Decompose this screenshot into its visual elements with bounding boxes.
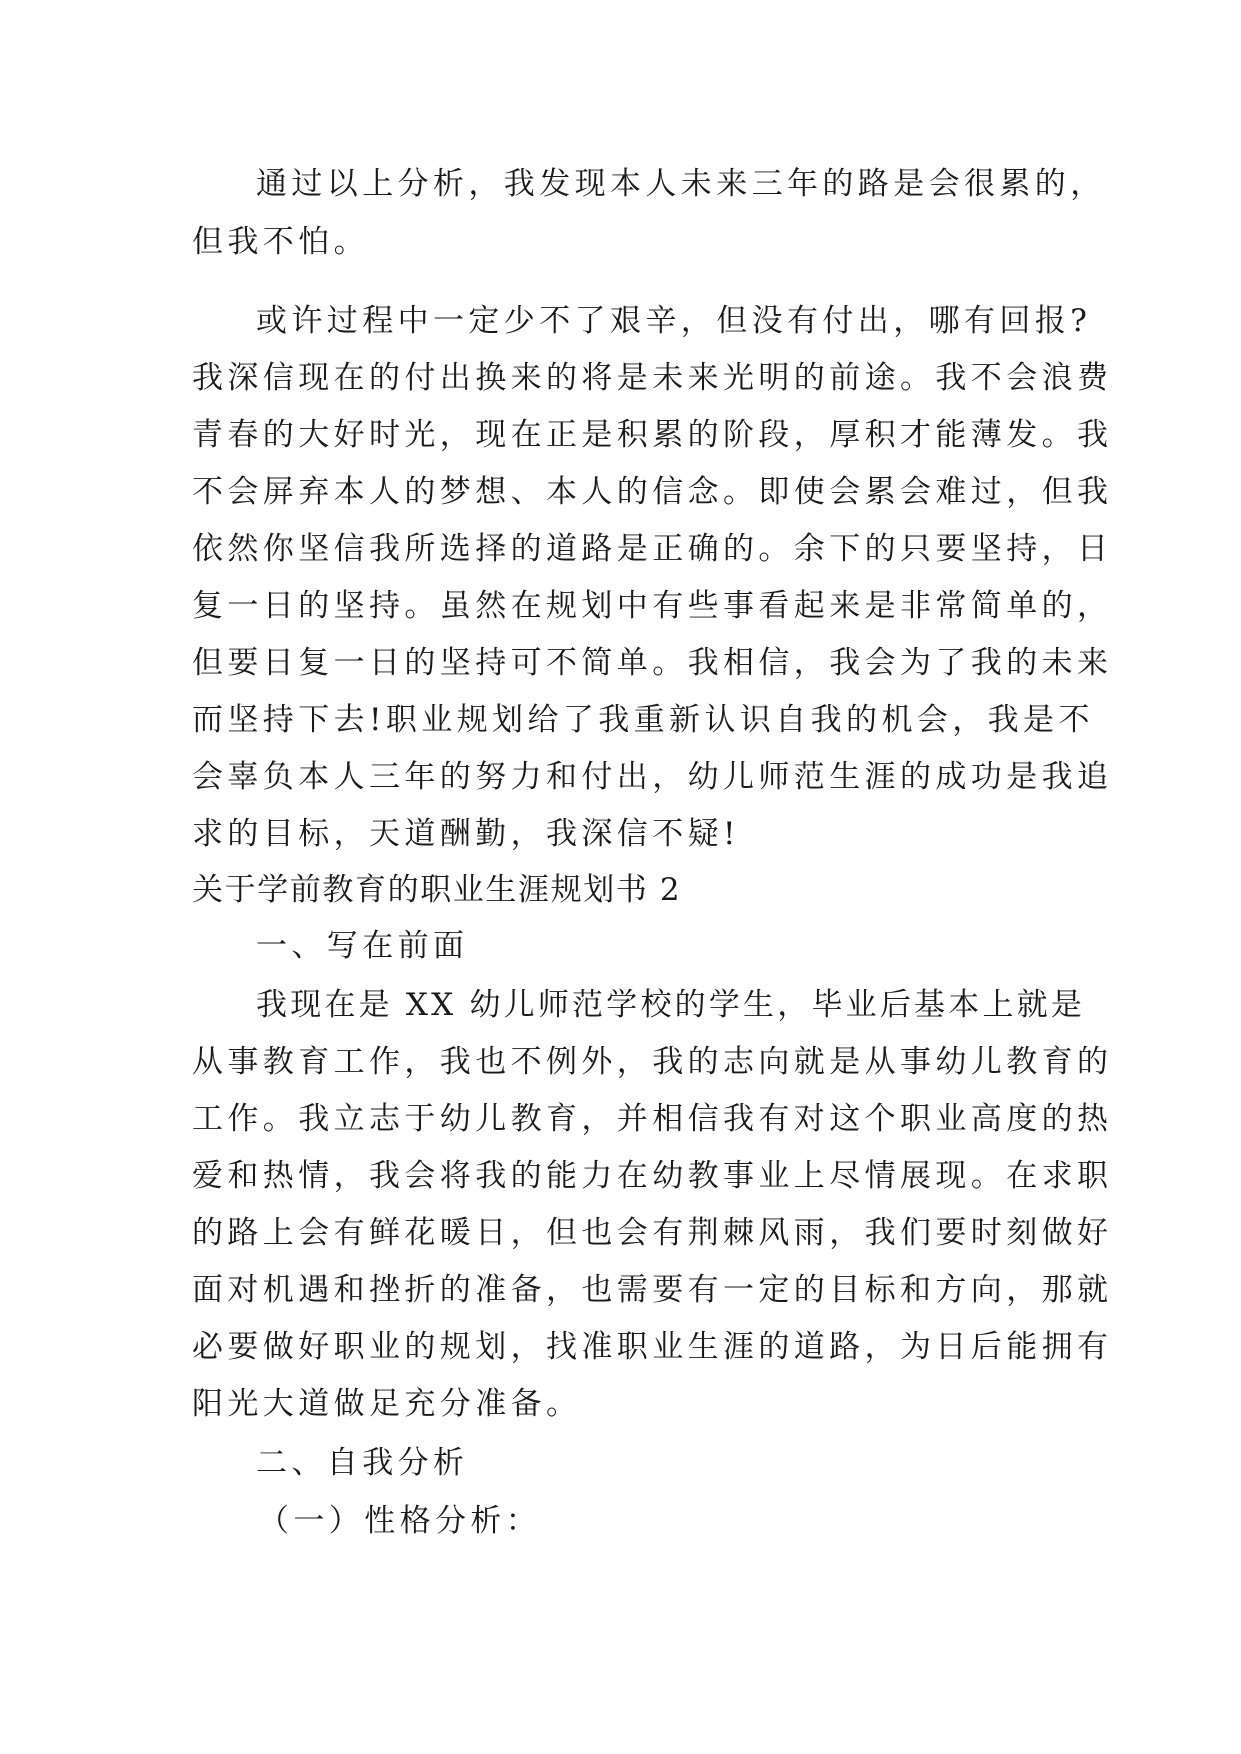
paragraph-line: 会辜负本人三年的努力和付出，幼儿师范生涯的成功是我追 xyxy=(192,759,1113,795)
paragraph-line: 青春的大好时光，现在正是积累的阶段，厚积才能薄发。我 xyxy=(192,417,1113,453)
paragraph-line: 不会屏弃本人的梦想、本人的信念。即使会累会难过，但我 xyxy=(192,474,1113,510)
paragraph-line: 爱和热情，我会将我的能力在幼教事业上尽情展现。在求职 xyxy=(192,1158,1113,1194)
paragraph-line: 通过以上分析，我发现本人未来三年的路是会很累的， xyxy=(256,166,1106,202)
section-title: 关于学前教育的职业生涯规划书 2 xyxy=(192,872,682,908)
paragraph-line: 工作。我立志于幼儿教育，并相信我有对这个职业高度的热 xyxy=(192,1101,1113,1137)
subsection-heading: （一）性格分析： xyxy=(258,1503,542,1539)
paragraph-line: 我深信现在的付出换来的将是未来光明的前途。我不会浪费 xyxy=(192,360,1113,396)
paragraph-line: 阳光大道做足充分准备。 xyxy=(192,1386,582,1422)
paragraph-line: 或许过程中一定少不了艰辛，但没有付出，哪有回报? xyxy=(256,303,1092,339)
paragraph-line: 的路上会有鲜花暖日，但也会有荆棘风雨，我们要时刻做好 xyxy=(192,1215,1113,1251)
paragraph-line: 我现在是 XX 幼儿师范学校的学生，毕业后基本上就是 xyxy=(256,987,1086,1023)
section-heading: 一、写在前面 xyxy=(256,928,469,964)
paragraph-line: 复一日的坚持。虽然在规划中有些事看起来是非常简单的， xyxy=(192,588,1113,624)
paragraph-line: 面对机遇和挫折的准备，也需要有一定的目标和方向，那就 xyxy=(192,1272,1113,1308)
paragraph-line: 求的目标，天道酬勤，我深信不疑! xyxy=(192,816,740,852)
paragraph-line: 必要做好职业的规划，找准职业生涯的道路，为日后能拥有 xyxy=(192,1329,1113,1365)
paragraph-line: 但我不怕。 xyxy=(192,224,369,260)
paragraph-line: 但要日复一日的坚持可不简单。我相信，我会为了我的未来 xyxy=(192,645,1113,681)
section-heading: 二、自我分析 xyxy=(256,1445,469,1481)
paragraph-line: 而坚持下去!职业规划给了我重新认识自我的机会，我是不 xyxy=(192,702,1094,738)
paragraph-line: 依然你坚信我所选择的道路是正确的。余下的只要坚持，日 xyxy=(192,531,1113,567)
paragraph-line: 从事教育工作，我也不例外，我的志向就是从事幼儿教育的 xyxy=(192,1044,1113,1080)
